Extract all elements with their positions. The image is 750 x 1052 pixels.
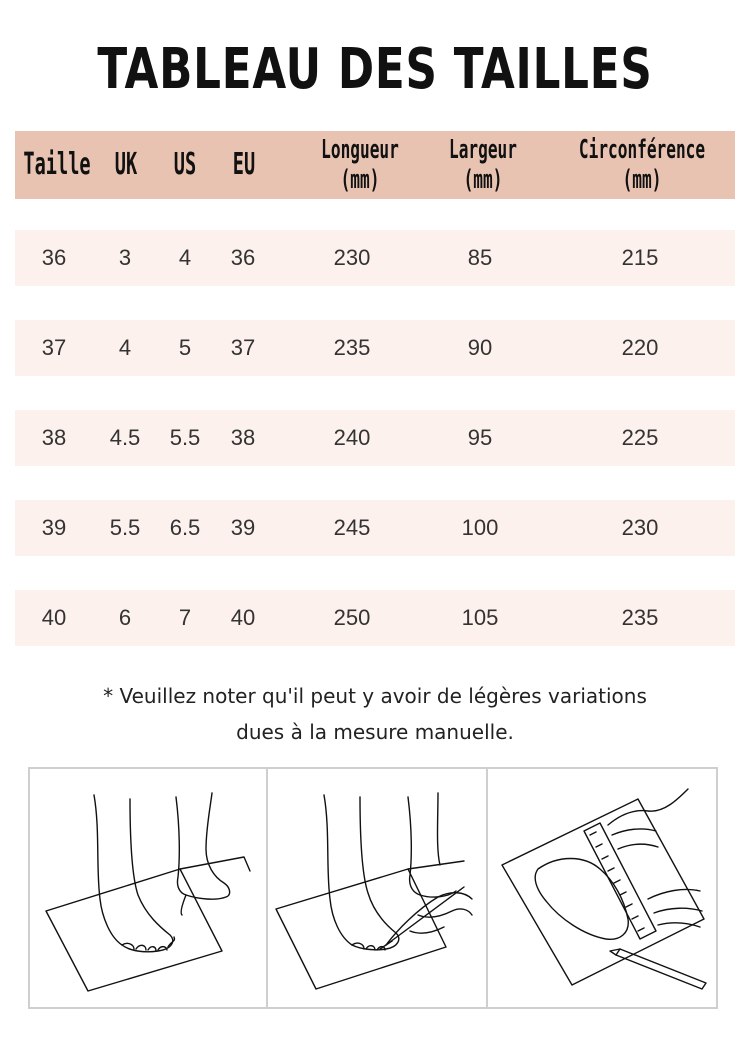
cell-us: 5 bbox=[178, 335, 192, 360]
measurement-note bbox=[30, 678, 720, 750]
table-row bbox=[15, 590, 735, 646]
cell-us: 4 bbox=[178, 245, 192, 270]
cell-taille: 37 bbox=[41, 335, 67, 360]
cell-eu: 37 bbox=[230, 335, 256, 360]
note-line-2: dues à la mesure manuelle. bbox=[236, 720, 514, 744]
cell-eu: 39 bbox=[230, 515, 256, 540]
measure-with-ruler-icon bbox=[488, 769, 716, 1007]
cell-us: 6.5 bbox=[169, 515, 201, 540]
header-longueur: Longueur (mm) bbox=[321, 135, 399, 195]
table-row bbox=[15, 500, 735, 556]
header-circonference: Circonférence (mm) bbox=[578, 135, 706, 195]
header-taille: Taille bbox=[23, 147, 91, 182]
cell-longueur: 230 bbox=[333, 245, 371, 270]
measuring-instructions bbox=[28, 767, 718, 1009]
cell-us: 7 bbox=[178, 605, 192, 630]
cell-uk: 6 bbox=[118, 605, 132, 630]
cell-longueur: 245 bbox=[333, 515, 371, 540]
trace-foot-outline-icon bbox=[268, 769, 486, 1007]
header-uk: UK bbox=[114, 147, 138, 182]
cell-uk: 4 bbox=[118, 335, 132, 360]
cell-longueur: 235 bbox=[333, 335, 371, 360]
cell-eu: 36 bbox=[230, 245, 256, 270]
page-title: TABLEAU DES TAILLES bbox=[97, 37, 653, 102]
cell-largeur: 90 bbox=[467, 335, 493, 360]
cell-circonference: 230 bbox=[621, 515, 659, 540]
cell-largeur: 85 bbox=[467, 245, 493, 270]
header-us: US bbox=[173, 147, 197, 182]
cell-circonference: 215 bbox=[621, 245, 659, 270]
cell-largeur: 105 bbox=[461, 605, 499, 630]
note-line-1: * Veuillez noter qu'il peut y avoir de légères variations bbox=[103, 684, 647, 708]
cell-eu: 38 bbox=[230, 425, 256, 450]
cell-largeur: 95 bbox=[467, 425, 493, 450]
cell-taille: 39 bbox=[41, 515, 67, 540]
feet-on-paper-icon bbox=[30, 769, 266, 1007]
cell-uk: 3 bbox=[118, 245, 132, 270]
table-row bbox=[15, 410, 735, 466]
header-eu: EU bbox=[232, 147, 256, 182]
table-header bbox=[15, 131, 735, 199]
cell-circonference: 225 bbox=[621, 425, 659, 450]
cell-eu: 40 bbox=[230, 605, 256, 630]
cell-taille: 40 bbox=[41, 605, 67, 630]
cell-taille: 36 bbox=[41, 245, 67, 270]
cell-us: 5.5 bbox=[169, 425, 201, 450]
cell-taille: 38 bbox=[41, 425, 67, 450]
header-largeur: Largeur (mm) bbox=[449, 135, 517, 195]
cell-uk: 5.5 bbox=[109, 515, 141, 540]
cell-circonference: 235 bbox=[621, 605, 659, 630]
table-row bbox=[15, 230, 735, 286]
cell-longueur: 250 bbox=[333, 605, 371, 630]
cell-uk: 4.5 bbox=[109, 425, 141, 450]
cell-circonference: 220 bbox=[621, 335, 659, 360]
cell-largeur: 100 bbox=[461, 515, 499, 540]
table-row bbox=[15, 320, 735, 376]
cell-longueur: 240 bbox=[333, 425, 371, 450]
